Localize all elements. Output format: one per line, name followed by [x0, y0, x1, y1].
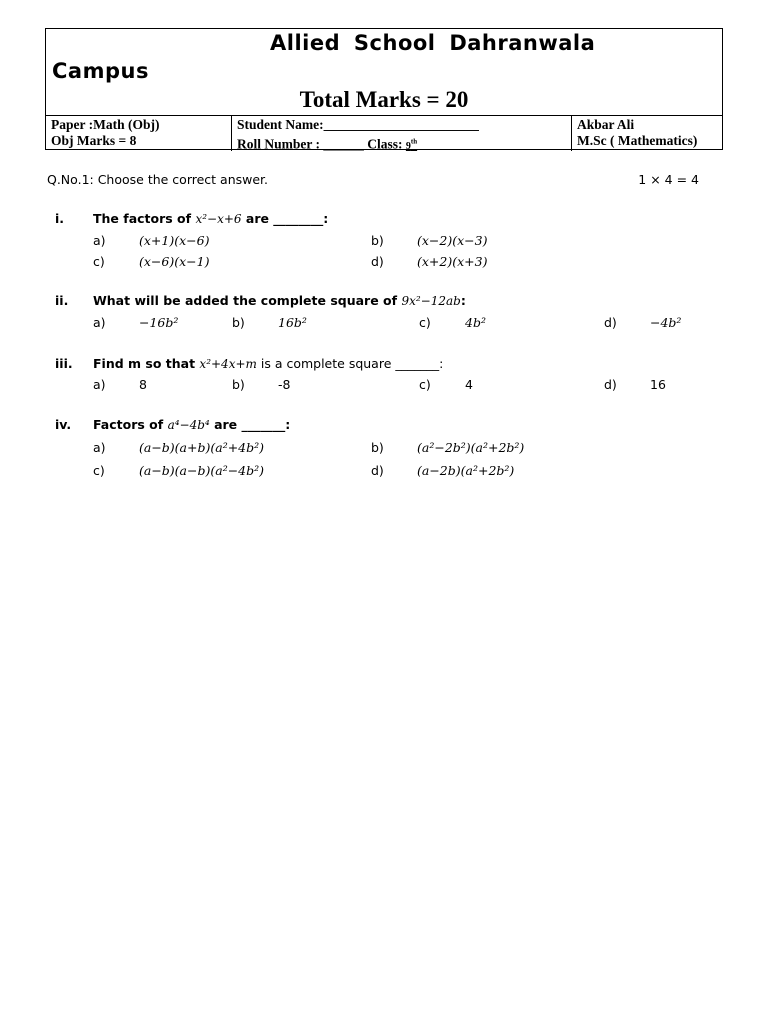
option-b[interactable] — [232, 315, 307, 330]
stem-text-post: is a complete square _______: — [256, 356, 444, 371]
student-name-field: Student Name:_______________________ — [237, 117, 479, 132]
option-d[interactable] — [371, 254, 487, 269]
option-label: c) — [93, 463, 105, 478]
stem-math: a⁴−4b⁴ — [167, 418, 210, 432]
option-value: 16 — [650, 377, 666, 392]
option-value: −4b² — [650, 315, 682, 330]
stem-text-post: : — [460, 293, 466, 308]
teacher-qualification: M.Sc ( Mathematics) — [577, 133, 698, 148]
question-4 — [55, 417, 715, 481]
option-value: 16b² — [278, 315, 307, 330]
school-name — [52, 29, 716, 85]
stem-text-post: are ________: — [241, 211, 329, 226]
question-3 — [55, 356, 715, 396]
option-label: c) — [419, 315, 431, 330]
option-a[interactable] — [93, 315, 178, 330]
teacher-name: Akbar Ali — [577, 117, 635, 132]
option-c[interactable] — [419, 377, 473, 392]
roll-number-label: Roll Number : ______ Class: — [237, 136, 406, 152]
school-name-line2: Campus — [52, 59, 149, 83]
section-marks: 1 × 4 = 4 — [638, 172, 699, 187]
option-b[interactable] — [371, 233, 487, 248]
header-info-row — [46, 115, 722, 151]
option-label: b) — [232, 315, 245, 330]
option-c[interactable] — [419, 315, 486, 330]
exam-header — [45, 28, 723, 150]
roll-class-field — [237, 133, 566, 155]
option-label: b) — [371, 233, 384, 248]
class-number: 9 — [405, 140, 411, 152]
option-label: d) — [604, 315, 617, 330]
question-stem — [93, 293, 466, 308]
teacher-info-cell — [572, 116, 722, 151]
option-a[interactable] — [93, 440, 264, 455]
option-label: a) — [93, 315, 106, 330]
class-value — [406, 137, 417, 152]
stem-text-pre: The factors of — [93, 211, 196, 226]
option-d[interactable] — [604, 377, 666, 392]
option-value: -8 — [278, 377, 291, 392]
option-a[interactable] — [93, 377, 147, 392]
stem-text-pre: What will be added the complete square of — [93, 293, 402, 308]
option-value: (a−b)(a−b)(a²−4b²) — [139, 463, 265, 478]
obj-marks: Obj Marks = 8 — [51, 133, 137, 148]
option-value: (a−2b)(a²+2b²) — [417, 463, 515, 478]
option-label: a) — [93, 377, 106, 392]
option-value: (x+2)(x+3) — [417, 254, 488, 269]
question-number: ii. — [55, 293, 69, 308]
section-heading — [47, 172, 699, 187]
question-stem — [93, 211, 328, 226]
question-stem — [93, 417, 290, 432]
option-value: (x+1)(x−6) — [139, 233, 210, 248]
option-value: (x−2)(x−3) — [417, 233, 488, 248]
option-label: d) — [371, 254, 384, 269]
option-label: b) — [232, 377, 245, 392]
option-label: a) — [93, 440, 106, 455]
option-value: (x−6)(x−1) — [139, 254, 210, 269]
stem-math: 9x²−12ab — [401, 294, 461, 308]
question-number: i. — [55, 211, 65, 226]
question-stem — [93, 356, 443, 371]
option-label: c) — [419, 377, 431, 392]
school-name-line1: Allied School Dahranwala — [270, 31, 596, 55]
option-value: (a²−2b²)(a²+2b²) — [417, 440, 525, 455]
question-number: iii. — [55, 356, 73, 371]
option-value: 4 — [465, 377, 473, 392]
option-value: (a−b)(a+b)(a²+4b²) — [139, 440, 265, 455]
option-value: 4b² — [465, 315, 486, 330]
stem-text-pre: Factors of — [93, 417, 168, 432]
stem-math: x²+4x+m — [199, 357, 257, 371]
option-label: d) — [371, 463, 384, 478]
total-marks: Total Marks = 20 — [299, 87, 469, 112]
option-b[interactable] — [371, 440, 524, 455]
option-d[interactable] — [604, 315, 681, 330]
option-label: c) — [93, 254, 105, 269]
class-suffix: th — [410, 137, 418, 145]
option-c[interactable] — [93, 254, 209, 269]
stem-text-post: are _______: — [209, 417, 291, 432]
option-value: −16b² — [139, 315, 179, 330]
option-label: b) — [371, 440, 384, 455]
option-label: d) — [604, 377, 617, 392]
option-label: a) — [93, 233, 106, 248]
option-c[interactable] — [93, 463, 264, 478]
question-2 — [55, 293, 715, 333]
paper-label: Paper :Math (Obj) — [51, 117, 160, 132]
question-number: iv. — [55, 417, 72, 432]
stem-math: x²−x+6 — [195, 212, 242, 226]
option-b[interactable] — [232, 377, 290, 392]
option-value: 8 — [139, 377, 147, 392]
paper-info-cell — [46, 116, 232, 151]
student-info-cell — [232, 116, 572, 151]
stem-text-pre: Find m so that — [93, 356, 200, 371]
option-a[interactable] — [93, 233, 209, 248]
question-1 — [55, 211, 715, 271]
section-title: Q.No.1: Choose the correct answer. — [47, 172, 269, 187]
option-d[interactable] — [371, 463, 514, 478]
